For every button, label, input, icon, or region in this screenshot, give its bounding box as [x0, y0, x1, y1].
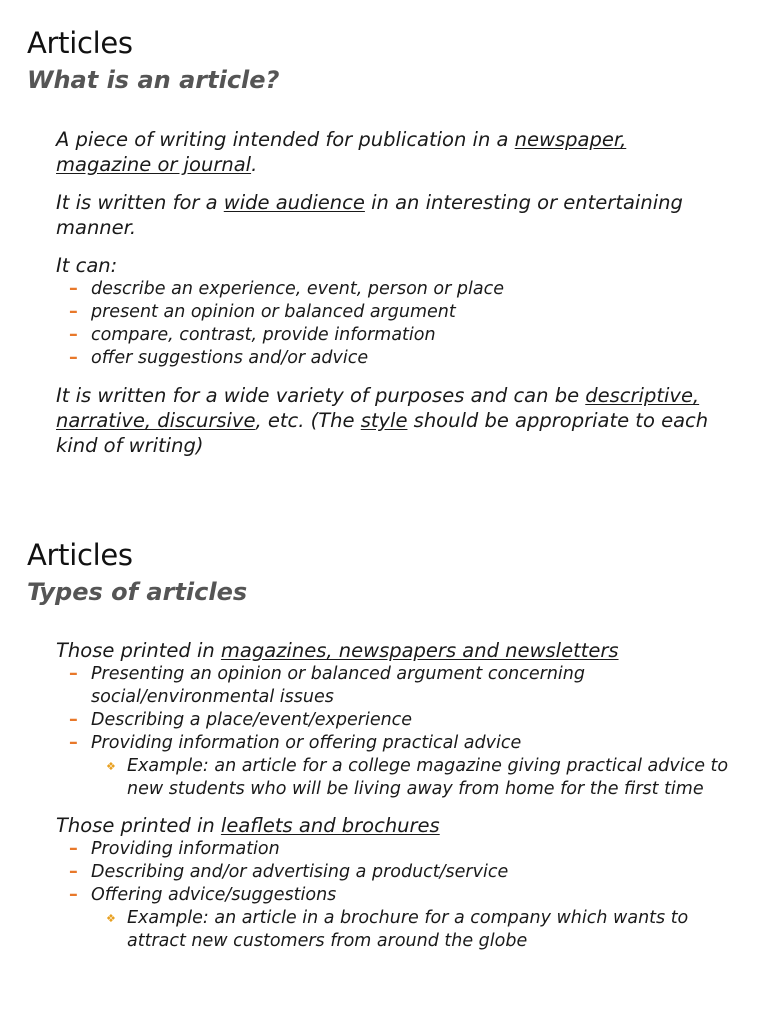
example-list [91, 755, 746, 801]
group-heading-underline: magazines, newspapers and newsletters [220, 639, 619, 662]
dash-bullet-icon: – [69, 839, 78, 859]
slide-subtitle: What is an article? [27, 66, 280, 94]
list-item: – offer suggestions and/or advice [69, 348, 369, 368]
dash-bullet-icon: – [69, 279, 78, 299]
group-heading-underline: leaflets and brochures [220, 814, 440, 837]
dash-bullet-icon: – [69, 664, 78, 684]
example-item: ❖ Example: an article in a brochure for a company which wants to attract new customers from around the globe [106, 908, 689, 951]
slide-types-of-articles [0, 512, 768, 1024]
diamond-bullet-icon: ❖ [106, 760, 116, 773]
purposes-paragraph [56, 383, 746, 458]
list-item: – Presenting an opinion or balanced argument concerning social/environmental issues [69, 664, 585, 707]
definition-underline-2: magazine or journal [56, 153, 252, 176]
slide-what-is-an-article [0, 0, 768, 510]
diamond-bullet-icon: ❖ [106, 912, 116, 925]
list-item: – Providing information or offering practical advice ❖ Example: an article for a college magazine giving practical advice to new students who will be living away from home for the first time [56, 732, 746, 801]
definition-end: . [251, 153, 258, 176]
definition-text: A piece of writing intended for publication in a [56, 128, 515, 151]
audience-underline: wide audience [223, 191, 365, 214]
example-list [91, 907, 746, 953]
list-item: – Describing a place/event/experience [69, 710, 413, 730]
purposes-text: It is written for a wide variety of purposes and can be [56, 384, 586, 407]
dash-bullet-icon: – [69, 710, 78, 730]
definition-underline-1: newspaper, [514, 128, 627, 151]
dash-bullet-icon: – [69, 733, 78, 753]
dash-bullet-icon: – [69, 302, 78, 322]
it-can-list [56, 278, 746, 370]
group-list [56, 663, 746, 801]
list-item: – Providing information [69, 839, 280, 859]
dash-bullet-icon: – [69, 885, 78, 905]
list-item: – compare, contrast, provide information [69, 325, 436, 345]
it-can-label: It can: [56, 254, 118, 277]
slide-body [56, 127, 746, 458]
list-item: – describe an experience, event, person or place [69, 279, 504, 299]
group-list [56, 838, 746, 953]
purposes-underline-1: descriptive, narrative, discursive [56, 384, 700, 432]
audience-paragraph [56, 190, 746, 240]
audience-end: in an interesting or entertaining manner. [56, 191, 683, 239]
list-item: – Offering advice/suggestions ❖ Example: an article in a brochure for a company which wants to attract new customers from around the globe [56, 884, 746, 953]
slide-title: Articles [27, 26, 133, 60]
dash-bullet-icon: – [69, 348, 78, 368]
list-item: – present an opinion or balanced argument [69, 302, 456, 322]
purposes-mid: , etc. (The [255, 409, 361, 432]
list-item: – Describing and/or advertising a product/service [69, 862, 509, 882]
slide-subtitle: Types of articles [27, 578, 248, 606]
example-item: ❖ Example: an article for a college magazine giving practical advice to new students who will be living away from home for the first time [106, 756, 729, 799]
dash-bullet-icon: – [69, 862, 78, 882]
group-heading: Those printed in leaflets and brochures [56, 814, 440, 837]
slide-body [56, 638, 746, 953]
definition-paragraph [56, 127, 746, 177]
slide-title: Articles [27, 538, 133, 572]
audience-text: It is written for a [56, 191, 224, 214]
dash-bullet-icon: – [69, 325, 78, 345]
purposes-underline-2: style [360, 409, 408, 432]
group-heading: Those printed in magazines, newspapers and newsletters [56, 639, 619, 662]
purposes-end: should be appropriate to each kind of writing) [56, 409, 709, 457]
